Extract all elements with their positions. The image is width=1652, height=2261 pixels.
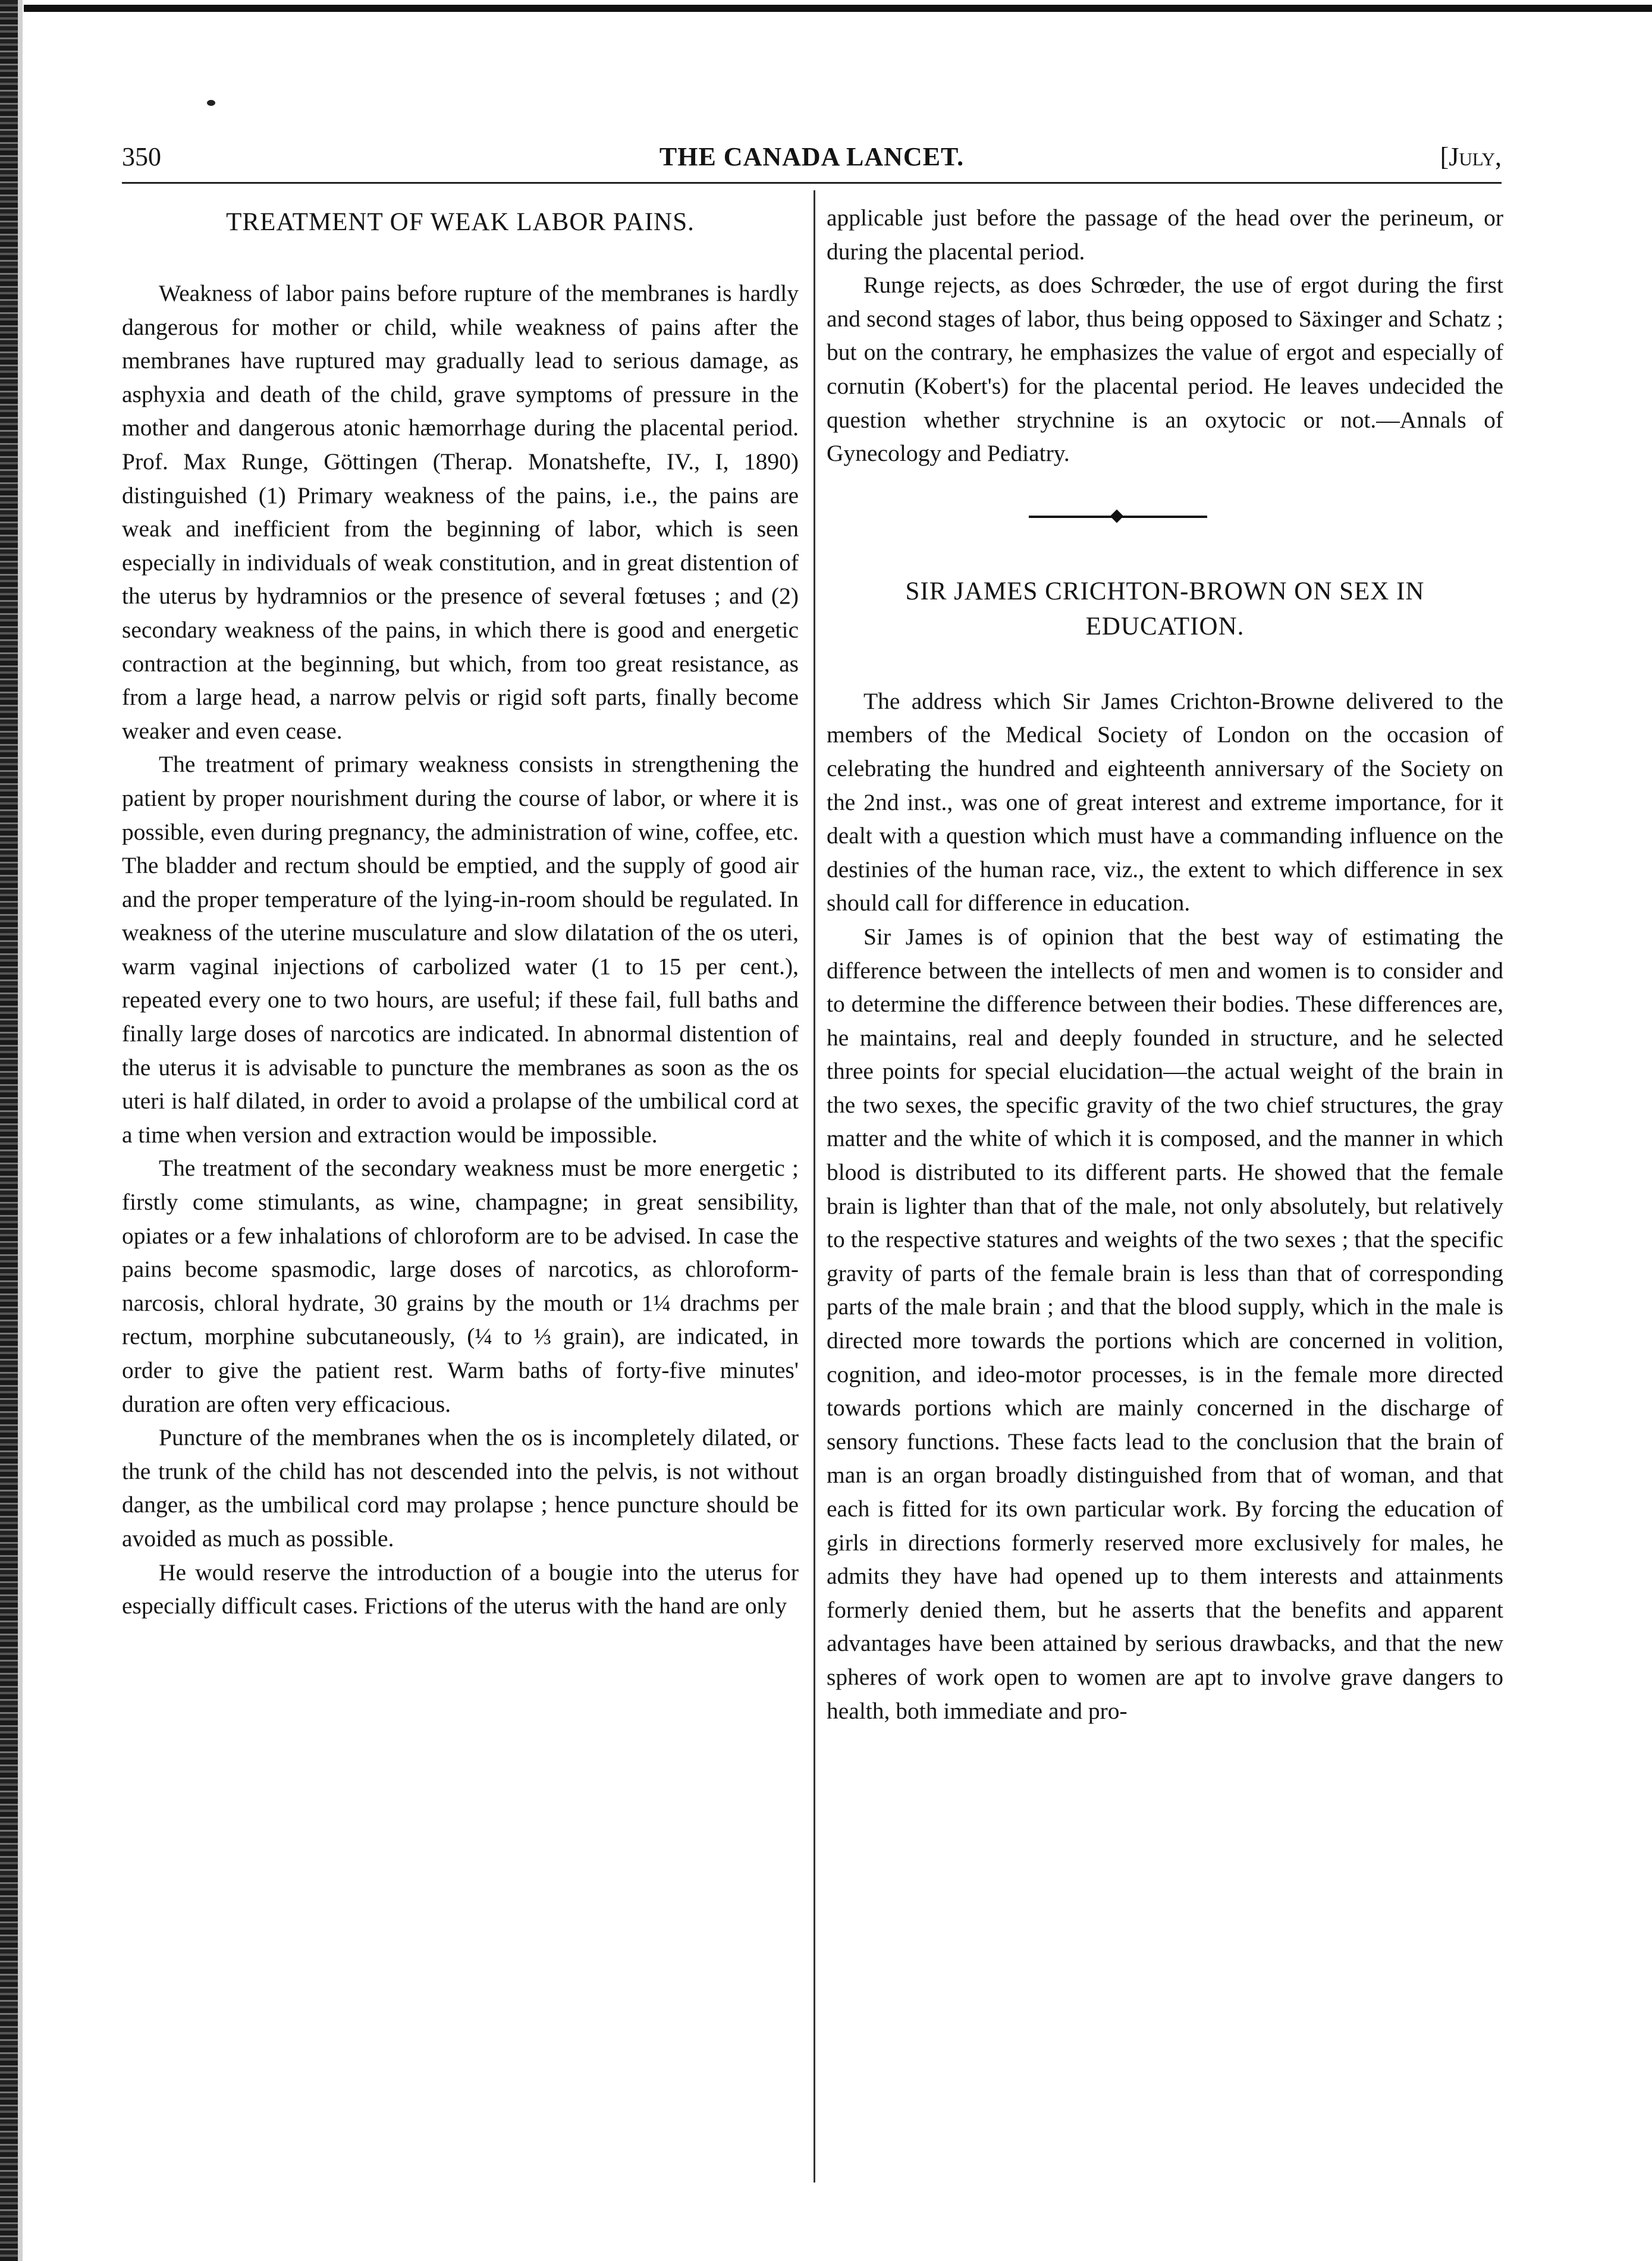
paragraph: He would reserve the introduction of a bougie into the uterus for especially difficult cases. Frictions of the uterus with the hand are only — [122, 1559, 799, 1619]
continued-paragraph: applicable just before the passage of the head over the perineum, or during the placental period. — [827, 205, 1503, 265]
header-rule — [122, 182, 1502, 184]
divider-ornament — [1110, 509, 1124, 523]
paragraph: Sir James is of opinion that the best way of estimating the difference between the intellects of men and women is to consider and to determine the difference between their bodies. These differences are, he maintains, real and deeply founded in structure, and he selected three points for special elucidation—the actual weight of the brain in the two sexes, the specific gravity of the two chief structures, the gray matter and the white of which it is composed, and the manner in which blood is distributed to its different parts. He showed that the female brain is lighter than that of the male, not only absolutely, but relatively to the respective statures and weights of the two sexes ; that the specific gravity of parts of the female brain is less than that of corresponding parts of the male brain ; and that the blood supply, which in the male is directed more towards the portions which are concerned in volition, cognition, and ideo-motor processes, is in the female more directed towards portions which are mainly concerned in the discharge of sensory functions. These facts lead to the conclusion that the brain of man is an organ broadly distinguished from that of woman, and that each is fitted for its own particular work. By forcing the education of girls in directions formerly reserved more exclusively for males, he admits they have had opened up to them interests and attainments formerly denied them, but he asserts that the benefits and apparent advantages have been attained by serious drawbacks, and that the new spheres of work open to women are apt to involve grave dangers to health, both immediate and pro- — [827, 923, 1503, 1724]
article-heading-sex-in-education: SIR JAMES CRICHTON-BROWN ON SEX IN EDUCATION. — [905, 577, 1425, 640]
paragraph: Puncture of the membranes when the os is incompletely dilated, or the trunk of the child has not descended into the pelvis, is not without danger, as the umbilical cord may prolapse ; hence puncture should be avoided as much as possible. — [122, 1424, 799, 1552]
page-binding-shadow — [18, 0, 23, 2261]
issue-month: [July, — [1440, 142, 1502, 171]
journal-title: THE CANADA LANCET. — [659, 142, 965, 171]
paragraph: The address which Sir James Crichton-Browne delivered to the members of the Medical Society of London on the occasion of celebrating the hundred and eighteenth anniversary of the Society on the 2nd inst., was one of great interest and extreme importance, for it dealt with a question which must have a commanding influence on the destinies of the human race, viz., the extent to which difference in sex should call for difference in education. — [827, 687, 1503, 916]
paragraph: The treatment of the secondary weakness must be more energetic ; firstly come stimulants, as wine, champagne; in great sensibility, opiates or a few inhalations of chloroform are to be advised. In case the pains become spasmodic, large doses of narcotics, as chloroform-narcosis, chloral hydrate, 30 grains by the mouth or 1¼ drachms per rectum, morphine subcutaneously, (¼ to ⅓ grain), are indicated, in order to give the patient rest. Warm baths of forty-five minutes' duration are often very efficacious. — [122, 1155, 799, 1417]
left-column — [122, 201, 799, 1623]
column-divider-rule — [814, 190, 815, 2183]
article-heading-weak-labor-pains: TREATMENT OF WEAK LABOR PAINS. — [226, 208, 695, 236]
ink-mark — [207, 100, 215, 106]
paragraph: The treatment of primary weakness consists in strengthening the patient by proper nourishment during the course of labor, or where it is possible, even during pregnancy, the administration of wine, coffee, etc. The bladder and rectum should be emptied, and the supply of good air and the proper temperature of the lying-in-room should be regulated. In weakness of the uterine musculature and slow dilatation of the os uteri, warm vaginal injections of carbolized water (1 to 15 per cent.), repeated every one to two hours, are useful; if these fail, full baths and finally large doses of narcotics are indicated. In abnormal distention of the uterus it is advisable to puncture the membranes as soon as the os uteri is half dilated, in order to avoid a prolapse of the umbilical cord at a time when version and extraction would be impossible. — [122, 751, 799, 1148]
section-divider — [827, 501, 1503, 531]
running-header — [122, 142, 1502, 183]
paragraph: Weakness of labor pains before rupture of the membranes is hardly dangerous for mother or child, while weakness of pains after the membranes have ruptured may gradually lead to serious damage, as asphyxia and death of the child, grave symptoms of pressure in the mother and dangerous atonic hæmorrhage during the placental period. Prof. Max Runge, Göttingen (Therap. Monatshefte, IV., I, 1890) distinguished (1) Primary weakness of the pains, i.e., the pains are weak and inefficient from the beginning of labor, which is seen especially in individuals of weak constitution, and in great distention of the uterus by hydramnios or the presence of several fœtuses ; and (2) secondary weakness of the pains, in which there is good and energetic contraction at the beginning, but which, from too great resistance, as from a large head, a narrow pelvis or rigid soft parts, finally become weaker and even cease. — [122, 280, 799, 744]
page-number: 350 — [122, 142, 161, 171]
page-binding-edge — [0, 0, 18, 2261]
paragraph: Runge rejects, as does Schrœder, the use of ergot during the first and second stages of labor, thus being opposed to Säxinger and Schatz ; but on the contrary, he emphasizes the value of ergot and especially of cornutin (Kobert's) for the placental period. He leaves undecided the question whether strychnine is an oxytocic or not.—Annals of Gynecology and Pediatry. — [827, 272, 1503, 467]
top-border-rule — [24, 5, 1652, 12]
right-column — [827, 201, 1503, 1728]
